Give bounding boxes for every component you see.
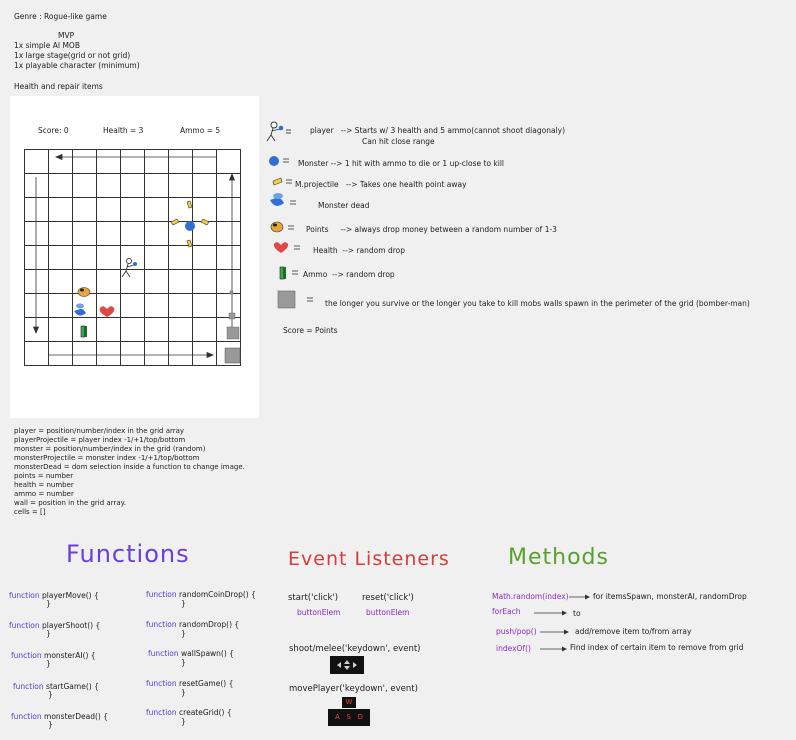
game-grid: [24, 149, 252, 373]
legend-score: Score = Points: [283, 326, 338, 335]
health-label: Health = 3: [103, 126, 144, 135]
note-line: monsterDead = dom selection inside a function to change image.: [14, 463, 245, 471]
wall-large-icon: [227, 327, 239, 339]
method-desc: to: [573, 609, 581, 618]
mvp-title: MVP: [58, 31, 75, 40]
function-name: randomCoinDrop() {: [179, 590, 256, 599]
arrow-icon: [540, 628, 570, 636]
function-name: startGame() {: [46, 682, 99, 691]
function-name: monsterDead() {: [44, 712, 108, 721]
events-heading: Event Listeners: [288, 548, 450, 570]
monster-projectile-icon: [201, 219, 209, 225]
function-keyword: function: [11, 651, 42, 660]
function-close: }: [181, 599, 186, 608]
arrow-keys-icon: [330, 656, 364, 674]
legend-points: Points --> always drop money between a random number of 1-3: [306, 225, 557, 234]
note-line: playerProjectile = player index -1/+1/top/bottom: [14, 436, 186, 444]
function-name: playerShoot() {: [42, 621, 101, 630]
legend-ammo: Ammo --> random drop: [303, 270, 395, 279]
function-name: createGrid() {: [179, 708, 232, 717]
methods-heading: Methods: [508, 545, 609, 570]
function-keyword: function: [11, 712, 42, 721]
method-desc: add/remove item to/from array: [575, 627, 692, 636]
function-name: monsterAI() {: [44, 651, 96, 660]
method-name: push/pop(): [496, 627, 537, 636]
note-line: health = number: [14, 481, 74, 489]
note-line: player = position/number/index in the grid array: [14, 427, 185, 435]
legend-mprojectile: M.projectile --> Takes one health point away: [295, 180, 467, 189]
legend-player: player --> Starts w/ 3 health and 5 ammo(cannot shoot diagonaly): [310, 126, 566, 135]
function-block: [148, 649, 234, 659]
legend-wall-icon: [277, 290, 319, 310]
function-keyword: function: [146, 620, 177, 629]
note-line: monsterProjectile = monster index -1/+1/top/bottom: [14, 454, 200, 462]
event-shoot: shoot/melee('keydown', event): [289, 644, 421, 654]
function-block: [146, 679, 233, 689]
function-close: }: [181, 688, 186, 697]
legend-ammo-icon: [278, 265, 306, 281]
event-reset: reset('click'): [362, 593, 414, 603]
function-keyword: function: [148, 649, 179, 658]
player-icon: [122, 259, 137, 278]
function-close: }: [48, 690, 53, 699]
function-keyword: function: [146, 679, 177, 688]
function-block: [146, 590, 256, 600]
game-mockup-panel: [10, 96, 259, 418]
event-start: start('click'): [288, 593, 339, 603]
function-close: }: [48, 720, 53, 729]
method-name: Math.random(index): [492, 592, 569, 601]
method-desc: for itemsSpawn, monsterAI, randomDrop: [593, 592, 747, 601]
method-name: forEach: [492, 607, 521, 616]
function-block: [146, 708, 232, 718]
function-block: [11, 712, 108, 722]
arrow-icon: [540, 645, 568, 653]
function-block: [11, 651, 96, 661]
function-close: }: [46, 659, 51, 668]
function-close: }: [181, 658, 186, 667]
arrow-icon: [569, 593, 591, 601]
function-block: [13, 682, 99, 692]
genre-line: Genre : Rogue-like game: [14, 12, 107, 21]
function-close: }: [181, 629, 186, 638]
legend-monster-icon: [268, 154, 294, 168]
note-line: wall = position in the grid array.: [14, 499, 127, 507]
score-label: Score: 0: [38, 126, 69, 135]
grid-lines: [24, 149, 241, 366]
ammo-label: Ammo = 5: [180, 126, 221, 135]
wall-medium-icon: [229, 313, 235, 319]
legend-player-sub: Can hit close range: [362, 137, 435, 146]
function-close: }: [46, 599, 51, 608]
key-w: W: [342, 697, 356, 708]
monster-dead-icon: [74, 304, 86, 316]
function-name: resetGame() {: [179, 679, 234, 688]
ammo-icon: [81, 326, 87, 337]
legend-monster: Monster --> 1 hit with ammo to die or 1 up-close to kill: [298, 159, 505, 168]
legend-health-icon: [274, 240, 306, 256]
function-block: [9, 621, 100, 631]
note-line: cells = []: [14, 508, 46, 516]
event-reset-elem: buttonElem: [366, 608, 410, 617]
function-keyword: function: [9, 621, 40, 630]
key-a: A: [334, 713, 340, 721]
function-keyword: function: [146, 708, 177, 717]
legend-monster-dead-icon: [268, 192, 302, 210]
mvp-item-1: 1x simple AI MOB: [14, 41, 80, 50]
key-s: S: [346, 713, 351, 721]
function-keyword: function: [13, 682, 44, 691]
function-keyword: function: [9, 591, 40, 600]
keys-asd: [328, 709, 370, 726]
perimeter-arrows: [34, 155, 235, 358]
points-coin-icon: [78, 288, 90, 297]
legend-points-icon: [270, 220, 300, 234]
function-close: }: [181, 717, 186, 726]
legend-monster-dead: Monster dead: [318, 201, 370, 210]
arrow-icon: [534, 609, 568, 617]
event-move: movePlayer('keydown', event): [289, 684, 418, 694]
note-line: monster = position/number/index in the grid (random): [14, 445, 206, 453]
function-block: [146, 620, 239, 630]
function-name: randomDrop() {: [179, 620, 240, 629]
method-name: indexOf(): [496, 644, 531, 653]
monster-icon: [185, 221, 195, 231]
monster-projectile-icon: [171, 219, 179, 225]
wall-full-icon: [225, 348, 240, 363]
key-d: D: [357, 713, 363, 721]
event-start-elem: buttonElem: [297, 608, 341, 617]
legend-player-icon: [265, 120, 293, 142]
legend-walls: the longer you survive or the longer you take to kill mobs walls spawn in the perimeter of the grid (bomber-man): [325, 299, 750, 308]
health-items-note: Health and repair items: [14, 82, 103, 91]
function-keyword: function: [146, 590, 177, 599]
function-block: [9, 591, 99, 601]
monster-projectile-icon: [187, 201, 192, 208]
legend-health: Health --> random drop: [313, 246, 405, 255]
method-desc: Find index of certain item to remove from grid: [570, 643, 744, 652]
mvp-item-3: 1x playable character (minimum): [14, 61, 140, 70]
functions-heading: Functions: [66, 540, 190, 568]
health-heart-icon: [100, 306, 115, 317]
function-name: wallSpawn() {: [181, 649, 234, 658]
wall-small-icon: [230, 291, 233, 294]
mvp-item-2: 1x large stage(grid or not grid): [14, 51, 131, 60]
note-line: points = number: [14, 472, 74, 480]
function-name: playerMove() {: [42, 591, 99, 600]
note-line: ammo = number: [14, 490, 74, 498]
function-close: }: [46, 629, 51, 638]
